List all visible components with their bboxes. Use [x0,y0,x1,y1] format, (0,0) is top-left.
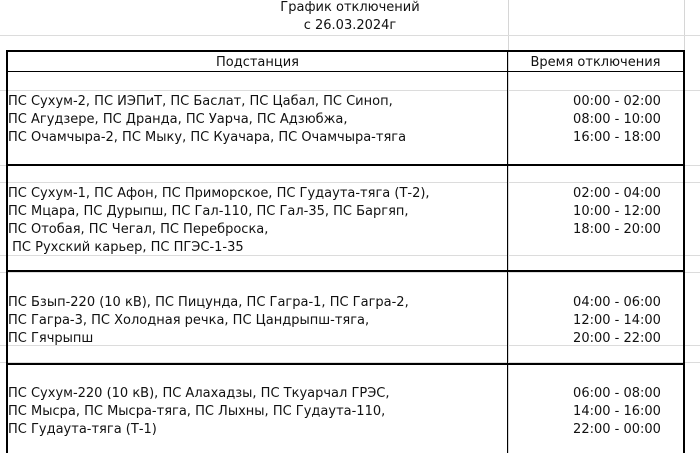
outage-time: 16:00 - 18:00 [573,130,661,145]
substation-line: ПС Мцара, ПС Дурыпш, ПС Гал-110, ПС Гал-35, ПС Баргяп, [8,204,409,219]
substation-line: ПС Гячрыпш [8,331,94,346]
substation-line: ПС Сухум-2, ПС ИЭПиТ, ПС Баслат, ПС Цабал, ПС Синоп, [8,94,393,109]
substation-line: ПС Очамчыра-2, ПС Мыку, ПС Куачара, ПС Очамчыра-тяга [8,130,407,145]
page-title: График отключений [280,0,420,15]
outage-time: 00:00 - 02:00 [573,94,661,109]
outage-time: 18:00 - 20:00 [573,222,661,237]
outage-time: 08:00 - 10:00 [573,112,661,127]
substation-line: ПС Гагра-3, ПС Холодная речка, ПС Цандрыпш-тяга, [8,313,370,328]
substation-line: ПС Бзып-220 (10 кВ), ПС Пицунда, ПС Гагра-1, ПС Гагра-2, [8,295,409,310]
substation-line: ПС Гудаута-тяга (Т-1) [8,422,157,437]
grid-row-line [0,90,700,91]
header-substation: Подстанция [215,55,300,70]
grid-row-line [0,255,700,256]
page-subtitle: с 26.03.2024г [303,18,397,33]
grid-row-line [0,35,700,36]
substation-line: ПС Отобая, ПС Чегал, ПС Переброска, [8,222,269,237]
header-bottom-border [6,71,684,72]
substation-line: ПС Агудзере, ПС Дранда, ПС Уарча, ПС Адзюбжа, [8,112,348,127]
outage-time: 02:00 - 04:00 [573,186,661,201]
substation-line: ПС Сухум-1, ПС Афон, ПС Приморское, ПС Гудаута-тяга (Т-2), [8,186,430,201]
table-top-border [6,50,684,52]
outage-time: 22:00 - 00:00 [573,422,661,437]
header-time: Время отключения [530,55,661,70]
outage-time: 12:00 - 14:00 [573,313,661,328]
substation-line: ПС Сухум-220 (10 кВ), ПС Алахадзы, ПС Ткуарчал ГРЭС, [8,386,390,401]
grid-row-line [0,182,700,183]
outage-time: 10:00 - 12:00 [573,204,661,219]
outage-time: 06:00 - 08:00 [573,386,661,401]
group-separator [6,363,684,365]
substation-line: ПС Рухский карьер, ПС ПГЭС-1-35 [8,240,244,255]
table-right-border [683,50,685,453]
group-separator [6,270,684,272]
outage-time: 20:00 - 22:00 [573,331,661,346]
group-separator [6,164,684,166]
substation-line: ПС Мысра, ПС Мысра-тяга, ПС Лыхны, ПС Гудаута-110, [8,404,386,419]
grid-row-line [0,272,700,273]
table-middle-border [507,50,508,453]
outage-time: 14:00 - 16:00 [573,404,661,419]
outage-time: 04:00 - 06:00 [573,295,661,310]
